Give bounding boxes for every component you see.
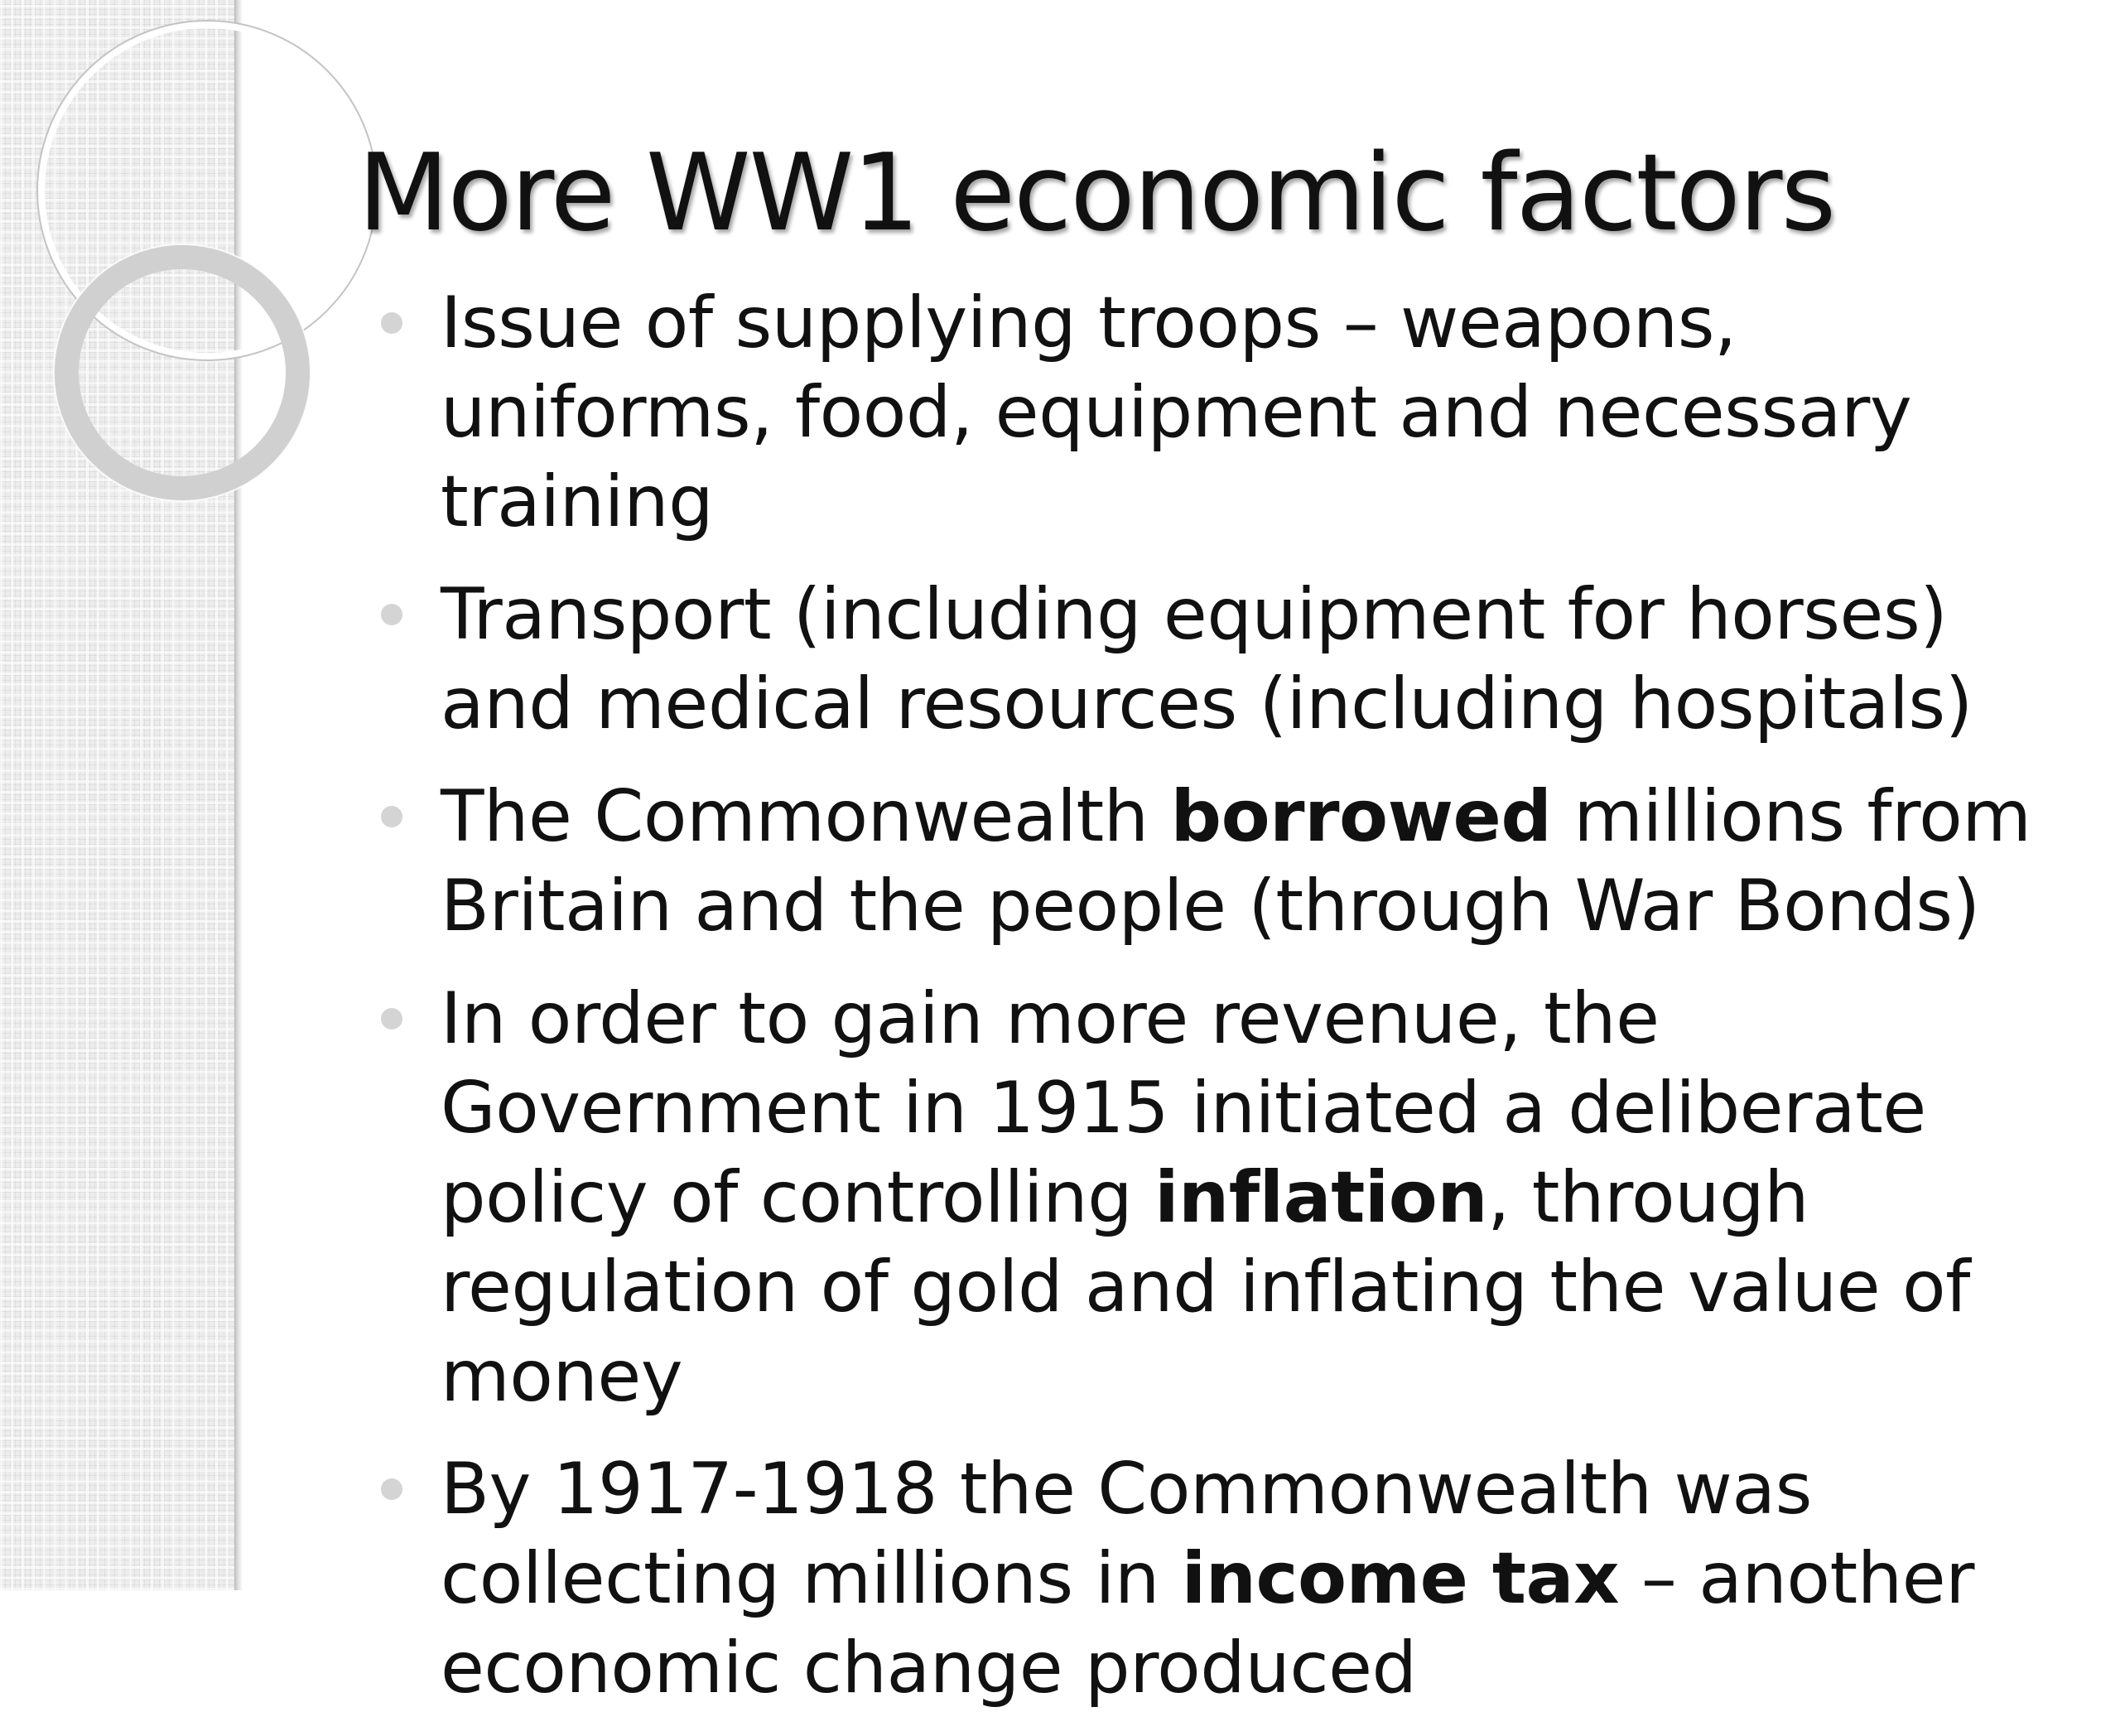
bullet-dot-icon: [381, 1478, 402, 1500]
small-ring: [66, 257, 298, 489]
bullet-item: [381, 772, 2070, 951]
side-band-edge: [234, 0, 243, 1590]
bullet-text: By 1917-1918 the Commonwealth was collecting millions in: [441, 1448, 1812, 1620]
bullet-item: [381, 278, 2070, 547]
slide-title: More WW1 economic factors: [358, 132, 1835, 255]
bullet-text: millions from Britain and the people (through War Bonds): [441, 775, 2031, 948]
bullet-text: – another economic change produced: [441, 1537, 1975, 1709]
bullet-emphasis: borrowed: [1170, 775, 1552, 858]
bullet-dot-icon: [381, 1008, 402, 1030]
bullet-dot-icon: [381, 312, 402, 334]
bullet-text: The Commonwealth: [441, 775, 1171, 858]
bullet-text: Transport (including equipment for horses) and medical resources (including hospitals): [441, 573, 1973, 745]
bullet-emphasis: income tax: [1181, 1537, 1620, 1620]
bullet-item: [381, 1444, 2070, 1713]
bullet-text: Issue of supplying troops – weapons, uniforms, food, equipment and necessary training: [441, 282, 1912, 543]
bullet-dot-icon: [381, 806, 402, 827]
decorative-rings-icon: [0, 0, 234, 530]
bullet-text: , through regulation of gold and inflating the value of money: [441, 1156, 1970, 1418]
bullet-emphasis: inflation: [1154, 1156, 1488, 1239]
bullet-dot-icon: [381, 604, 402, 625]
bullet-item: [381, 974, 2070, 1421]
bullet-list: [381, 278, 2070, 1736]
bullet-text: In order to gain more revenue, the Government in 1915 initiated a deliberate policy of controlling: [441, 977, 1926, 1239]
bullet-item: [381, 570, 2070, 749]
